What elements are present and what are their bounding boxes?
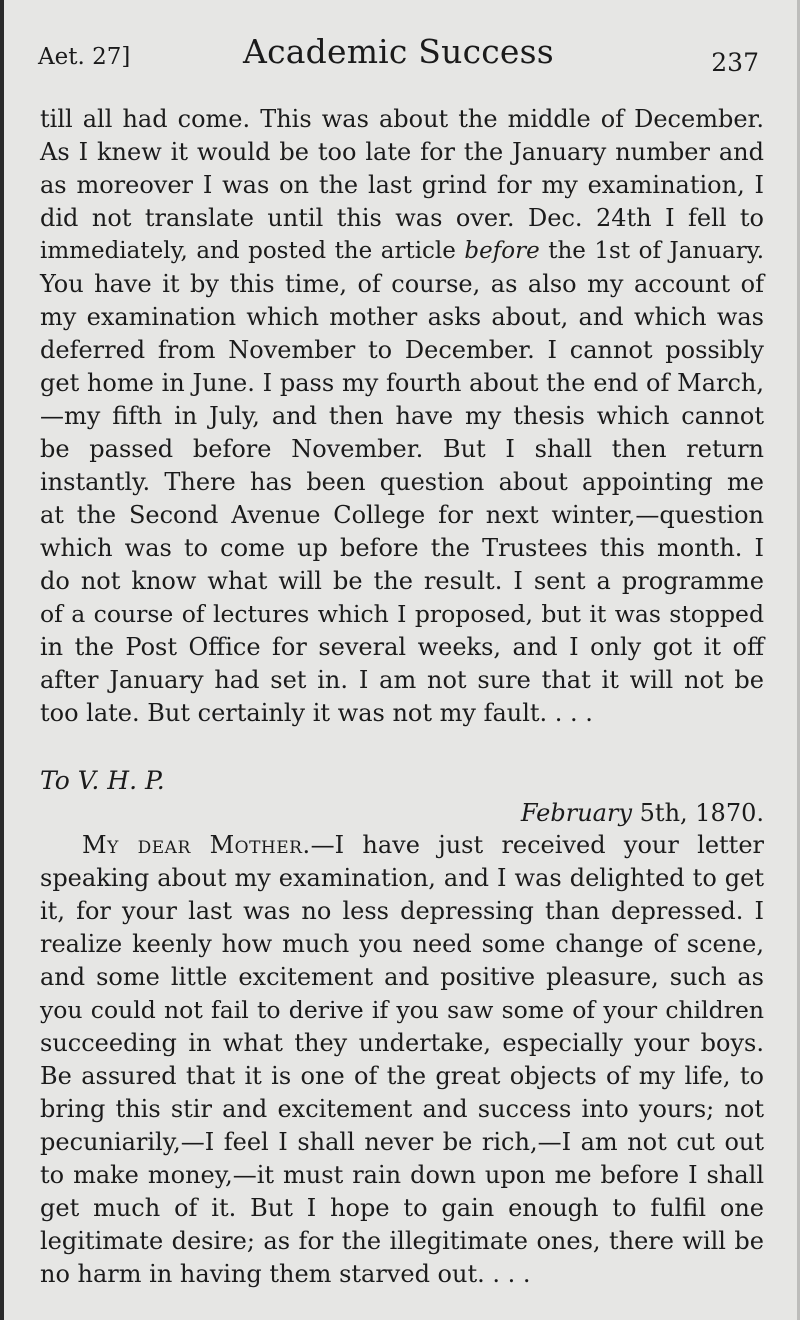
running-head (38, 32, 759, 76)
text-line: get home in June. I pass my fourth about the end of March, (40, 369, 764, 397)
letter-date (40, 797, 764, 830)
text-line: succeeding in what they undertake, especially your boys. (40, 1029, 764, 1057)
text-line: Be assured that it is one of the great objects of my life, to (40, 1062, 764, 1090)
text-line: it, for your last was no less depressing than depressed. I (40, 897, 764, 925)
text-line: As I knew it would be too late for the January number and (40, 138, 764, 166)
text-line: of a course of lectures which I proposed, but it was stopped (40, 600, 764, 628)
text-line: pecuniarily,—I feel I shall never be rich,—I am not cut out (40, 1128, 764, 1156)
salutation: My dear Mother. (82, 831, 311, 859)
date-rest: 5th, 1870. (632, 799, 764, 827)
salutation-line (82, 829, 764, 862)
page-number: 237 (711, 48, 759, 77)
text-line: do not know what will be the result. I sent a programme (40, 567, 764, 595)
text-line: after January had set in. I am not sure that it will not be (40, 666, 764, 694)
text-line-part: the 1st of January. (539, 238, 764, 264)
text-line: as moreover I was on the last grind for my examination, I (40, 171, 764, 199)
text-line-part: immediately, and posted the article (40, 238, 465, 264)
text-line: speaking about my examination, and I was delighted to get (40, 864, 764, 892)
emphasis-text: before (464, 238, 540, 264)
running-head-left: Aet. 27] (38, 44, 131, 70)
text-line: did not translate until this was over. Dec. 24th I fell to (40, 204, 764, 232)
text-line: at the Second Avenue College for next winter,—question (40, 501, 764, 529)
text-line: too late. But certainly it was not my fault. . . . (40, 699, 593, 727)
text-line: no harm in having them starved out. . . . (40, 1260, 531, 1288)
date-month: February (520, 799, 633, 827)
text-line: you could not fail to derive if you saw some of your children (40, 996, 764, 1024)
text-line: instantly. There has been question about appointing me (40, 468, 764, 496)
text-line: deferred from November to December. I cannot possibly (40, 336, 764, 364)
text-line: and some little excitement and positive pleasure, such as (40, 963, 764, 991)
text-line: get much of it. But I hope to gain enough to fulfil one (40, 1194, 764, 1222)
text-line: which was to come up before the Trustees this month. I (40, 534, 764, 562)
text-line: legitimate desire; as for the illegitimate ones, there will be (40, 1227, 764, 1255)
text-line: in the Post Office for several weeks, and I only got it off (40, 633, 764, 661)
text-line: my examination which mother asks about, and which was (40, 303, 764, 331)
text-line: realize keenly how much you need some change of scene, (40, 930, 764, 958)
text-line-part: —I have just received your letter (310, 831, 765, 859)
text-line: to make money,—it must rain down upon me before I shall (40, 1161, 764, 1189)
text-line: You have it by this time, of course, as also my account of (40, 270, 764, 298)
text-line: —my fifth in July, and then have my thesis which cannot (40, 402, 764, 430)
text-line: be passed before November. But I shall then return (40, 435, 764, 463)
text-line: bring this stir and excitement and success into yours; not (40, 1095, 764, 1123)
chapter-title: Academic Success (243, 32, 554, 71)
letter-recipient: To V. H. P. (40, 766, 165, 795)
text-line: till all had come. This was about the middle of December. (40, 105, 764, 133)
text-line (40, 235, 764, 268)
